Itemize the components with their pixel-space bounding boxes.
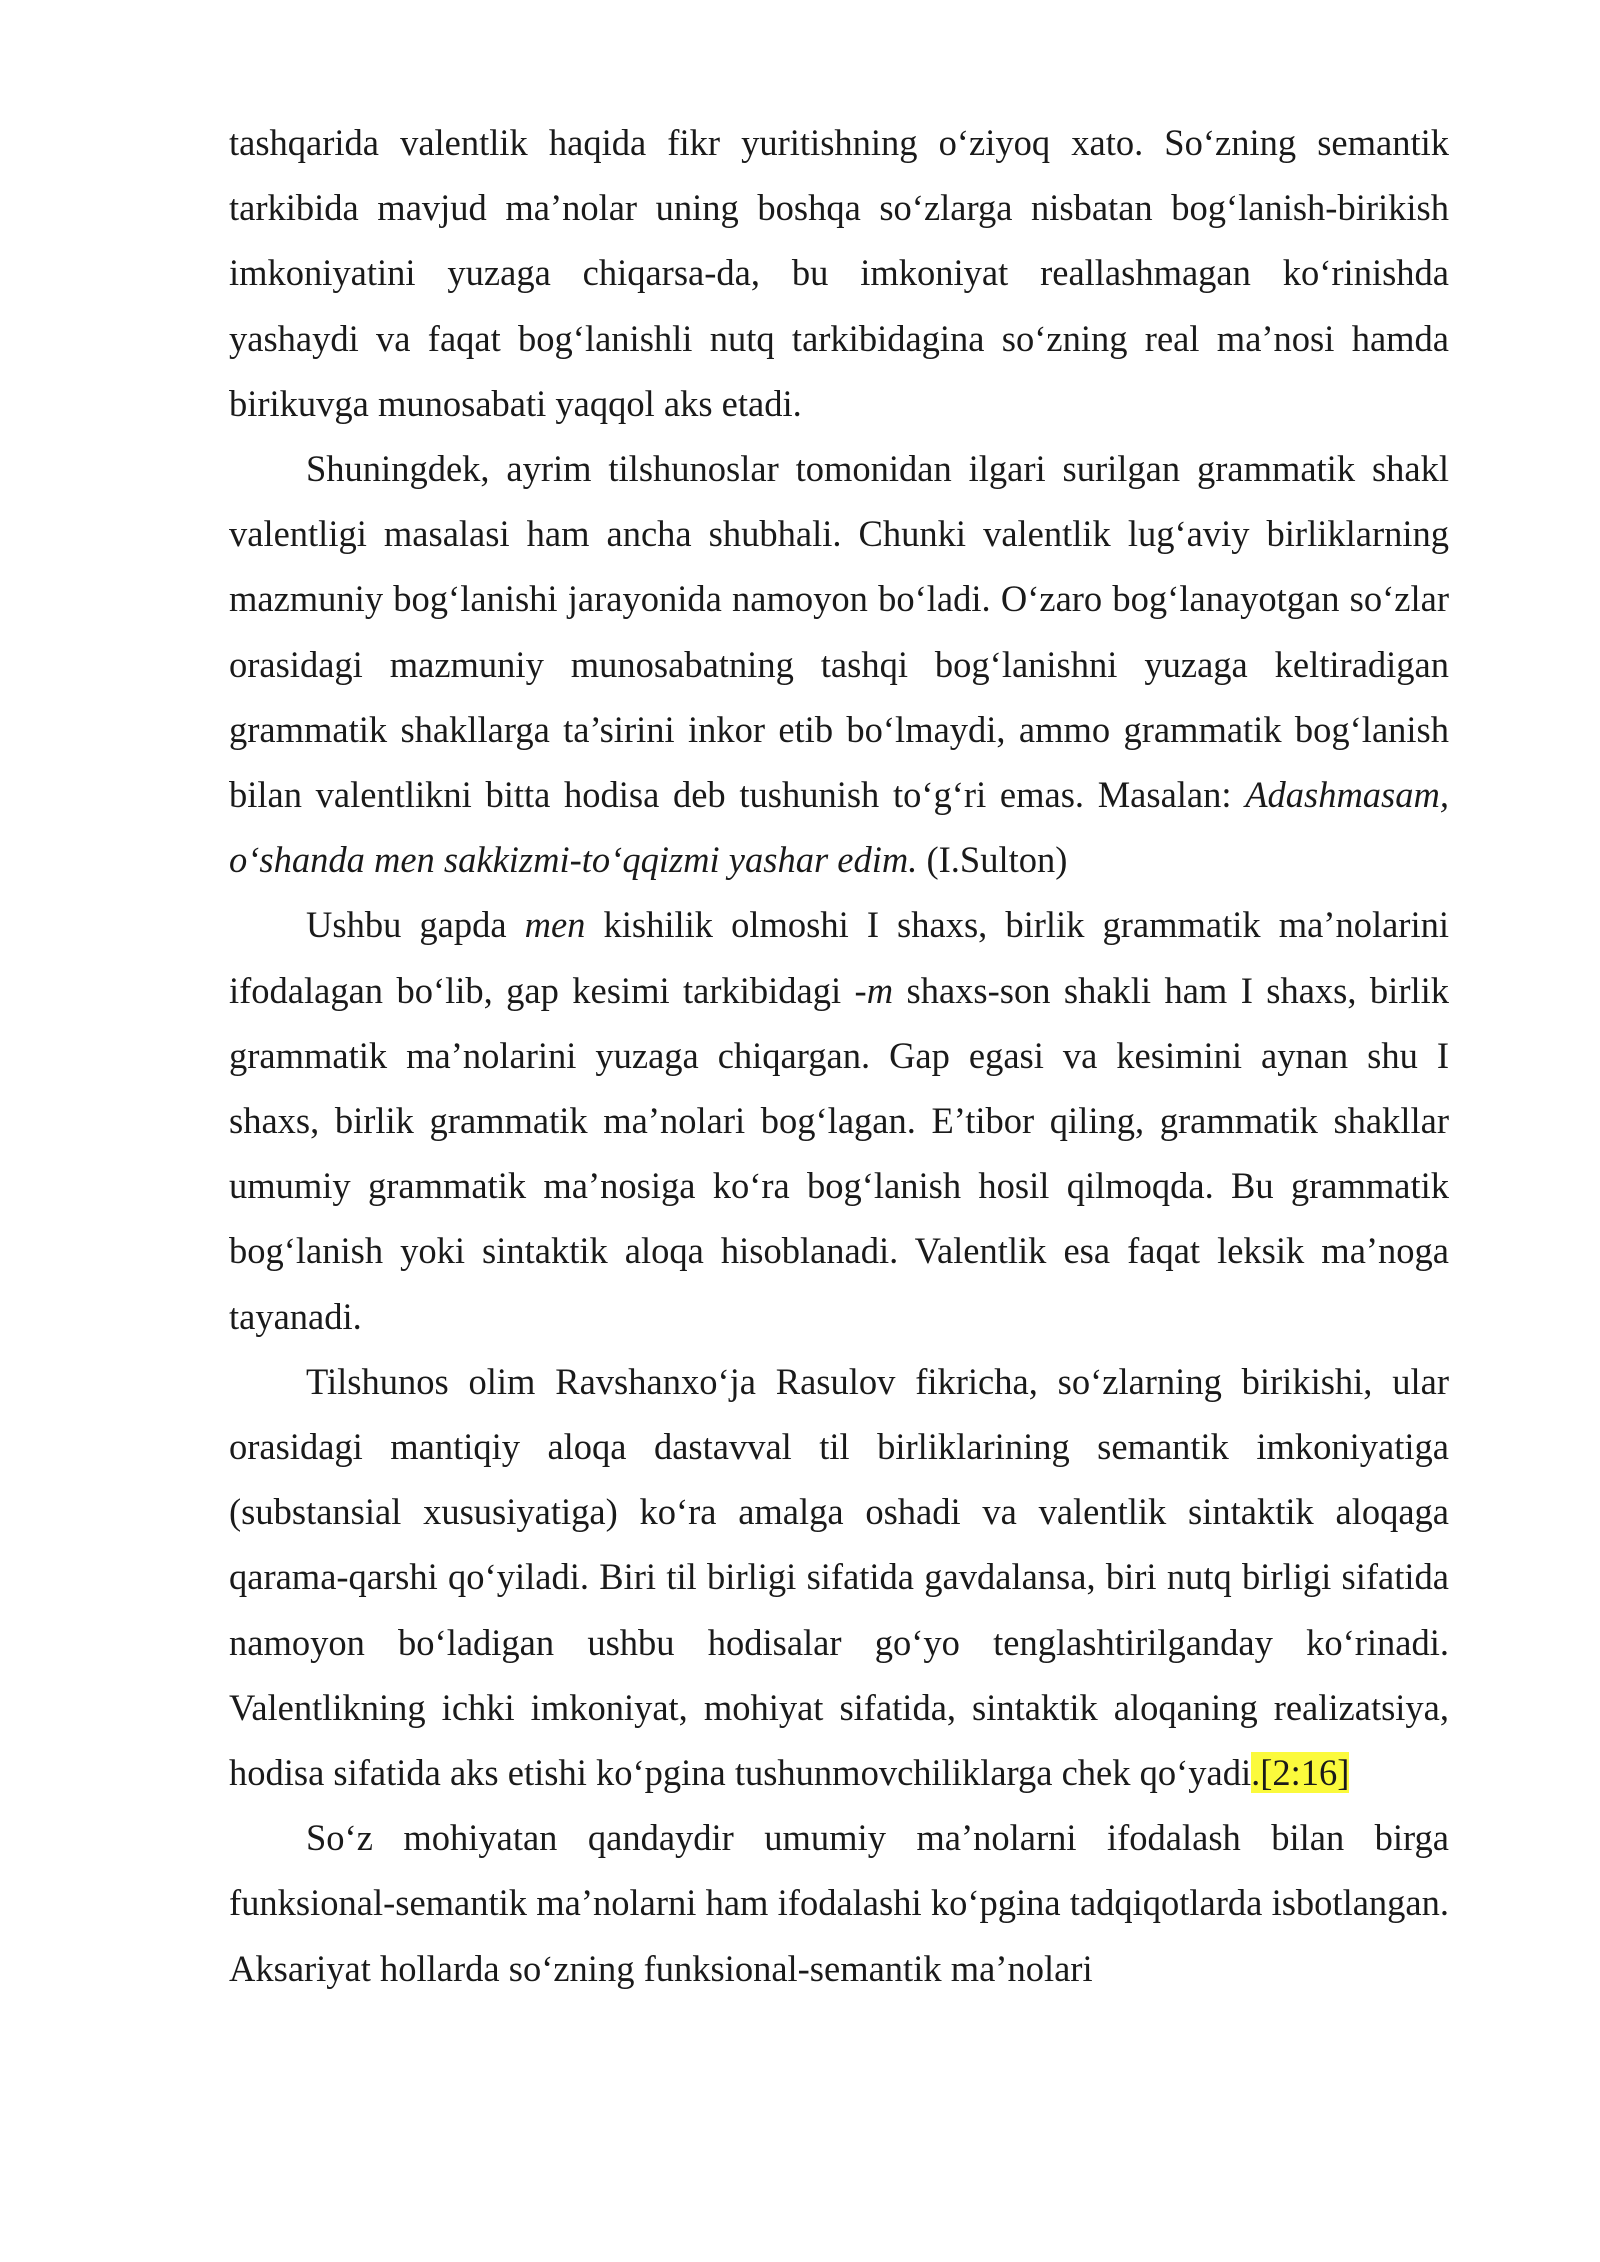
example-source: (I.Sulton) bbox=[917, 839, 1068, 881]
paragraph-5 bbox=[229, 1805, 1449, 2001]
paragraph-1 bbox=[229, 110, 1449, 436]
paragraph-1-text: tashqarida valentlik haqida fikr yuritishning o‘ziyoq xato. So‘zning semantik tarkibida mavjud ma’nolar uning boshqa so‘zlarga nisbatan bog‘lanish-birikish imkoniyatini yuzaga chiqarsa-da, bu imkoniyat reallashmagan ko‘rinishda yashaydi va faqat bog‘lanishli nutq tarkibidagina so‘zning real ma’nosi hamda birikuvga munosabati yaqqol aks etadi. bbox=[229, 122, 1449, 424]
paragraph-3 bbox=[229, 892, 1449, 1348]
document-page bbox=[229, 110, 1449, 2001]
paragraph-2 bbox=[229, 436, 1449, 892]
paragraph-4 bbox=[229, 1349, 1449, 1805]
example-sentence: Adashmasam, o‘shanda men sakkizmi-to‘qqizmi yashar edim. bbox=[229, 774, 1449, 881]
suffix-m: m bbox=[866, 969, 894, 1011]
paragraph-3-text-b: kishilik olmoshi I shaxs, birlik grammatik ma’nolarini ifodalagan bo‘lib, gap kesimi tarkibidagi - bbox=[229, 904, 1449, 1011]
paragraph-2-text: Shuningdek, ayrim tilshunoslar tomonidan ilgari surilgan grammatik shakl valentligi masalasi ham ancha shubhali. Chunki valentlik lug‘aviy birliklarning mazmuniy bog‘lanishi jarayonida namoyon bo‘ladi. O‘zaro bog‘lanayotgan so‘zlar orasidagi mazmuniy munosabatning tashqi bog‘lanishni yuzaga keltiradigan grammatik shakllarga ta’sirini inkor etib bo‘lmaydi, ammo grammatik bog‘lanish bilan valentlikni bitta hodisa deb tushunish to‘g‘ri emas. Masalan: bbox=[229, 448, 1449, 816]
paragraph-5-text: So‘z mohiyatan qandaydir umumiy ma’nolarni ifodalash bilan birga funksional-semantik ma’nolarni ham ifodalashi ko‘pgina tadqiqotlarda isbotlangan. Aksariyat hollarda so‘zning funksional-semantik ma’nolari bbox=[229, 1817, 1449, 1989]
term-men: men bbox=[524, 904, 586, 946]
paragraph-3-text-c: shaxs-son shakli ham I shaxs, birlik grammatik ma’nolarini yuzaga chiqargan. Gap egasi va kesimini aynan shu I shaxs, birlik grammatik ma’nolari bog‘lagan. E’tibor qiling, grammatik shakllar umumiy grammatik ma’nosiga ko‘ra bog‘lanish hosil qilmoqda. Bu grammatik bog‘lanish yoki sintaktik aloqa hisoblanadi. Valentlik esa faqat leksik ma’noga tayanadi. bbox=[229, 969, 1450, 1337]
citation-highlight: .[2:16] bbox=[1251, 1752, 1350, 1794]
paragraph-4-text: Tilshunos olim Ravshanxo‘ja Rasulov fikricha, so‘zlarning birikishi, ular orasidagi mantiqiy aloqa dastavval til birliklarining semantik imkoniyatiga (substansial xususiyatiga) ko‘ra amalga oshadi va valentlik sintaktik aloqaga qarama-qarshi qo‘yiladi. Biri til birligi sifatida gavdalansa, biri nutq birligi sifatida namoyon bo‘ladigan ushbu hodisalar go‘yo tenglashtirilganday ko‘rinadi. Valentlikning ichki imkoniyat, mohiyat sifatida, sintaktik aloqaning realizatsiya, hodisa sifatida aks etishi ko‘pgina tushunmovchiliklarga chek qo‘yadi bbox=[229, 1360, 1449, 1794]
paragraph-3-text-a: Ushbu gapda bbox=[306, 904, 525, 946]
